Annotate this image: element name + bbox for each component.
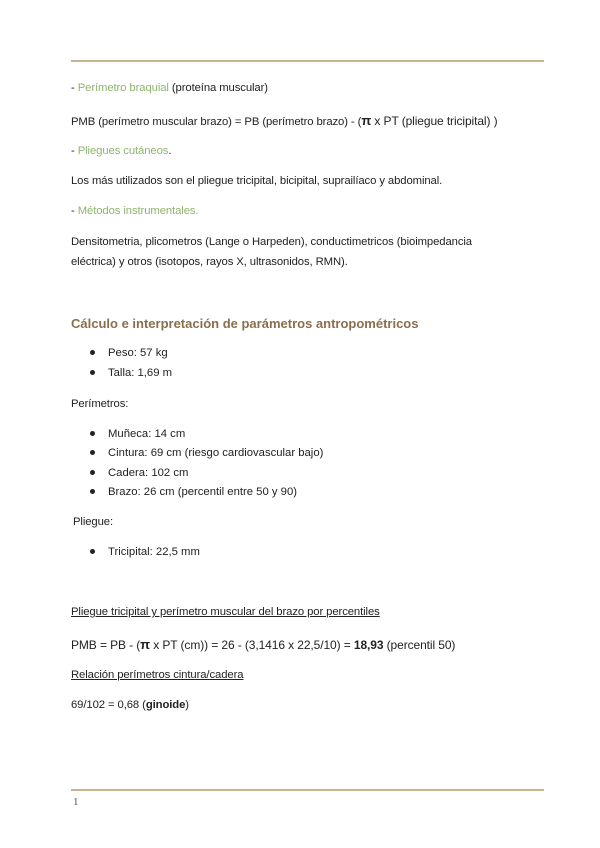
pliegue-label: Pliegue: bbox=[73, 516, 114, 528]
ratio-prefix: 69/102 = 0,68 ( bbox=[71, 699, 146, 711]
ratio-title: Relación perímetros cintura/cadera bbox=[71, 669, 244, 681]
ratio-suffix: ) bbox=[185, 699, 189, 711]
metodos-label: Métodos instrumentales. bbox=[77, 205, 199, 217]
perimetros-label: Perímetros: bbox=[71, 398, 129, 410]
percentiles-title: Pliegue tricipital y perímetro muscular del brazo por percentiles bbox=[71, 606, 380, 618]
list-item: Cadera: 102 cm bbox=[90, 467, 188, 479]
pmb-calc-line bbox=[71, 637, 455, 652]
list-item: Brazo: 26 cm (percentil entre 50 y 90) bbox=[90, 486, 297, 498]
pi-symbol: π bbox=[140, 637, 151, 652]
pmb-formula-line bbox=[71, 113, 498, 128]
list-item: Muñeca: 14 cm bbox=[90, 428, 185, 440]
pliegues-text: Los más utilizados son el pliegue tricipital, bicipital, suprailíaco y abdominal. bbox=[71, 175, 443, 187]
calc-mid: x PT (cm)) = 26 - (3,1416 x 22,5/10) = bbox=[150, 638, 354, 652]
pmb-prefix: PMB (perímetro muscular brazo) = PB (perímetro brazo) - ( bbox=[71, 116, 362, 128]
footer-rule bbox=[71, 789, 544, 791]
calc-result: 18,93 bbox=[353, 638, 384, 652]
calc-prefix: PMB = PB - ( bbox=[71, 638, 141, 652]
list-item: Talla: 1,69 m bbox=[90, 367, 172, 379]
pi-symbol: π bbox=[361, 113, 372, 128]
calc-suffix: (percentil 50) bbox=[383, 638, 456, 652]
page-number: 1 bbox=[73, 796, 79, 808]
ratio-result: ginoide bbox=[145, 699, 186, 711]
pliegues-line: - Pliegues cutáneos. bbox=[71, 145, 172, 157]
perimetro-braquial-line: - Perímetro braquial (proteína muscular) bbox=[71, 82, 268, 94]
section-heading: Cálculo e interpretación de parámetros antropométricos bbox=[71, 316, 419, 331]
pmb-suffix: x PT (pliegue tricipital) ) bbox=[371, 114, 498, 128]
metodos-line: - Métodos instrumentales. bbox=[71, 205, 199, 217]
pliegues-label: Pliegues cutáneos bbox=[77, 145, 169, 157]
header-rule bbox=[71, 60, 544, 62]
list-item: Tricipital: 22,5 mm bbox=[90, 546, 200, 558]
ratio-line bbox=[71, 699, 189, 711]
list-item: Peso: 57 kg bbox=[90, 347, 168, 359]
metodos-text-2: eléctrica) y otros (isotopos, rayos X, ultrasonidos, RMN). bbox=[71, 256, 348, 268]
perimetro-braquial-label: Perímetro braquial bbox=[77, 82, 169, 94]
list-item: Cintura: 69 cm (riesgo cardiovascular bajo) bbox=[90, 447, 323, 459]
metodos-text-1: Densitometria, plicometros (Lange o Harpeden), conductimetricos (bioimpedancia bbox=[71, 236, 472, 248]
perimetro-braquial-suffix: (proteína muscular) bbox=[171, 82, 268, 94]
